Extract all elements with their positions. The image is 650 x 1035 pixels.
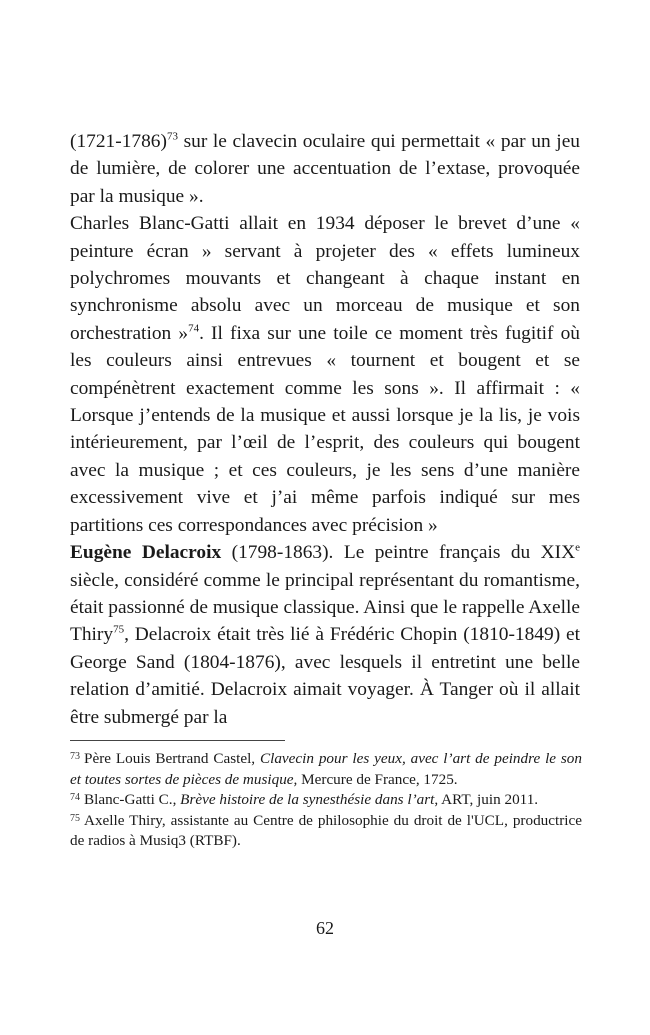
paragraph-blanc-gatti: [70, 210, 580, 539]
footnote-number: 73: [70, 751, 80, 762]
footnote-text: Blanc-Gatti C.,: [84, 791, 181, 808]
page-body: [70, 128, 580, 731]
text-span: (1721-1786): [70, 131, 167, 152]
footnote-text: Axelle Thiry, assistante au Centre de philosophie du droit de l'UCL, productrice de radios à Musiq3 (RTBF).: [70, 811, 582, 849]
footnote-text: , ART, juin 2011.: [434, 791, 539, 808]
footnote-number: 74: [70, 792, 80, 803]
text-span: , Delacroix était très lié à Frédéric Chopin (1810-1849) et George Sand (1804-1876), avec lesquels il entretint une belle relation d’amitié. Delacroix aimait voyager. À Tanger où il allait être submergé par la: [70, 624, 580, 728]
footnote-title: Clavecin pour les yeux, avec l’art de peindre le son et toutes sortes de pièces de musique,: [70, 750, 582, 788]
footnote-number: 75: [70, 812, 80, 824]
page-number: 62: [316, 918, 334, 938]
text-span: (1798-1863). Le peintre français du XIX: [221, 542, 576, 564]
footnote-73: [70, 749, 582, 790]
main-text: [70, 128, 580, 731]
footnote-title: Brève histoire de la synesthésie dans l’art: [180, 791, 435, 808]
footnote-75: [70, 811, 582, 852]
text-span: sur le clavecin oculaire qui permettait « par un jeu de lumière, de colorer une accentuation de l’extase, provoquée par la musique ».: [70, 131, 580, 207]
footnotes: [70, 749, 582, 852]
text-span: Charles Blanc-Gatti allait en 1934 déposer le brevet d’une « peinture écran » servant à projeter des « effets lumineux polychromes mouvants et changeant à chaque instant en synchronisme absolu avec un morceau de musique et son orchestration »: [70, 213, 580, 344]
paragraph-castel-end: [70, 128, 580, 210]
footnote-text: Mercure de France, 1725.: [297, 770, 458, 788]
superscript-e: e: [575, 541, 580, 554]
footnote-74: [70, 790, 582, 811]
text-span: siècle, considéré comme le principal représentant du romantisme, était passionné de musique classique. Ainsi que le rappelle Axelle Thiry: [70, 569, 580, 646]
footnote-ref-73[interactable]: 73: [166, 130, 178, 143]
paragraph-delacroix: [70, 539, 580, 731]
footnote-ref-75[interactable]: 75: [113, 623, 125, 636]
footnote-text: Père Louis Bertrand Castel,: [84, 750, 260, 767]
heading-name-delacroix: Eugène Delacroix: [70, 542, 222, 564]
footnote-separator: [70, 740, 285, 741]
footnote-ref-74[interactable]: 74: [188, 322, 200, 335]
text-span: . Il fixa sur une toile ce moment très fugitif où les couleurs ainsi entrevues « tournent et bougent et se compénètrent exactement comme les sons ». Il affirmait : « Lorsque j’entends de la musique et aussi lorsque je la lis, je vois intérieurement, par l’œil de l’esprit, des couleurs qui bougent avec la musique ; et ces couleurs, je les sens d’une manière excessivement vive et j’ai même parfois indiqué sur mes partitions ces correspondances avec précision »: [70, 322, 580, 536]
